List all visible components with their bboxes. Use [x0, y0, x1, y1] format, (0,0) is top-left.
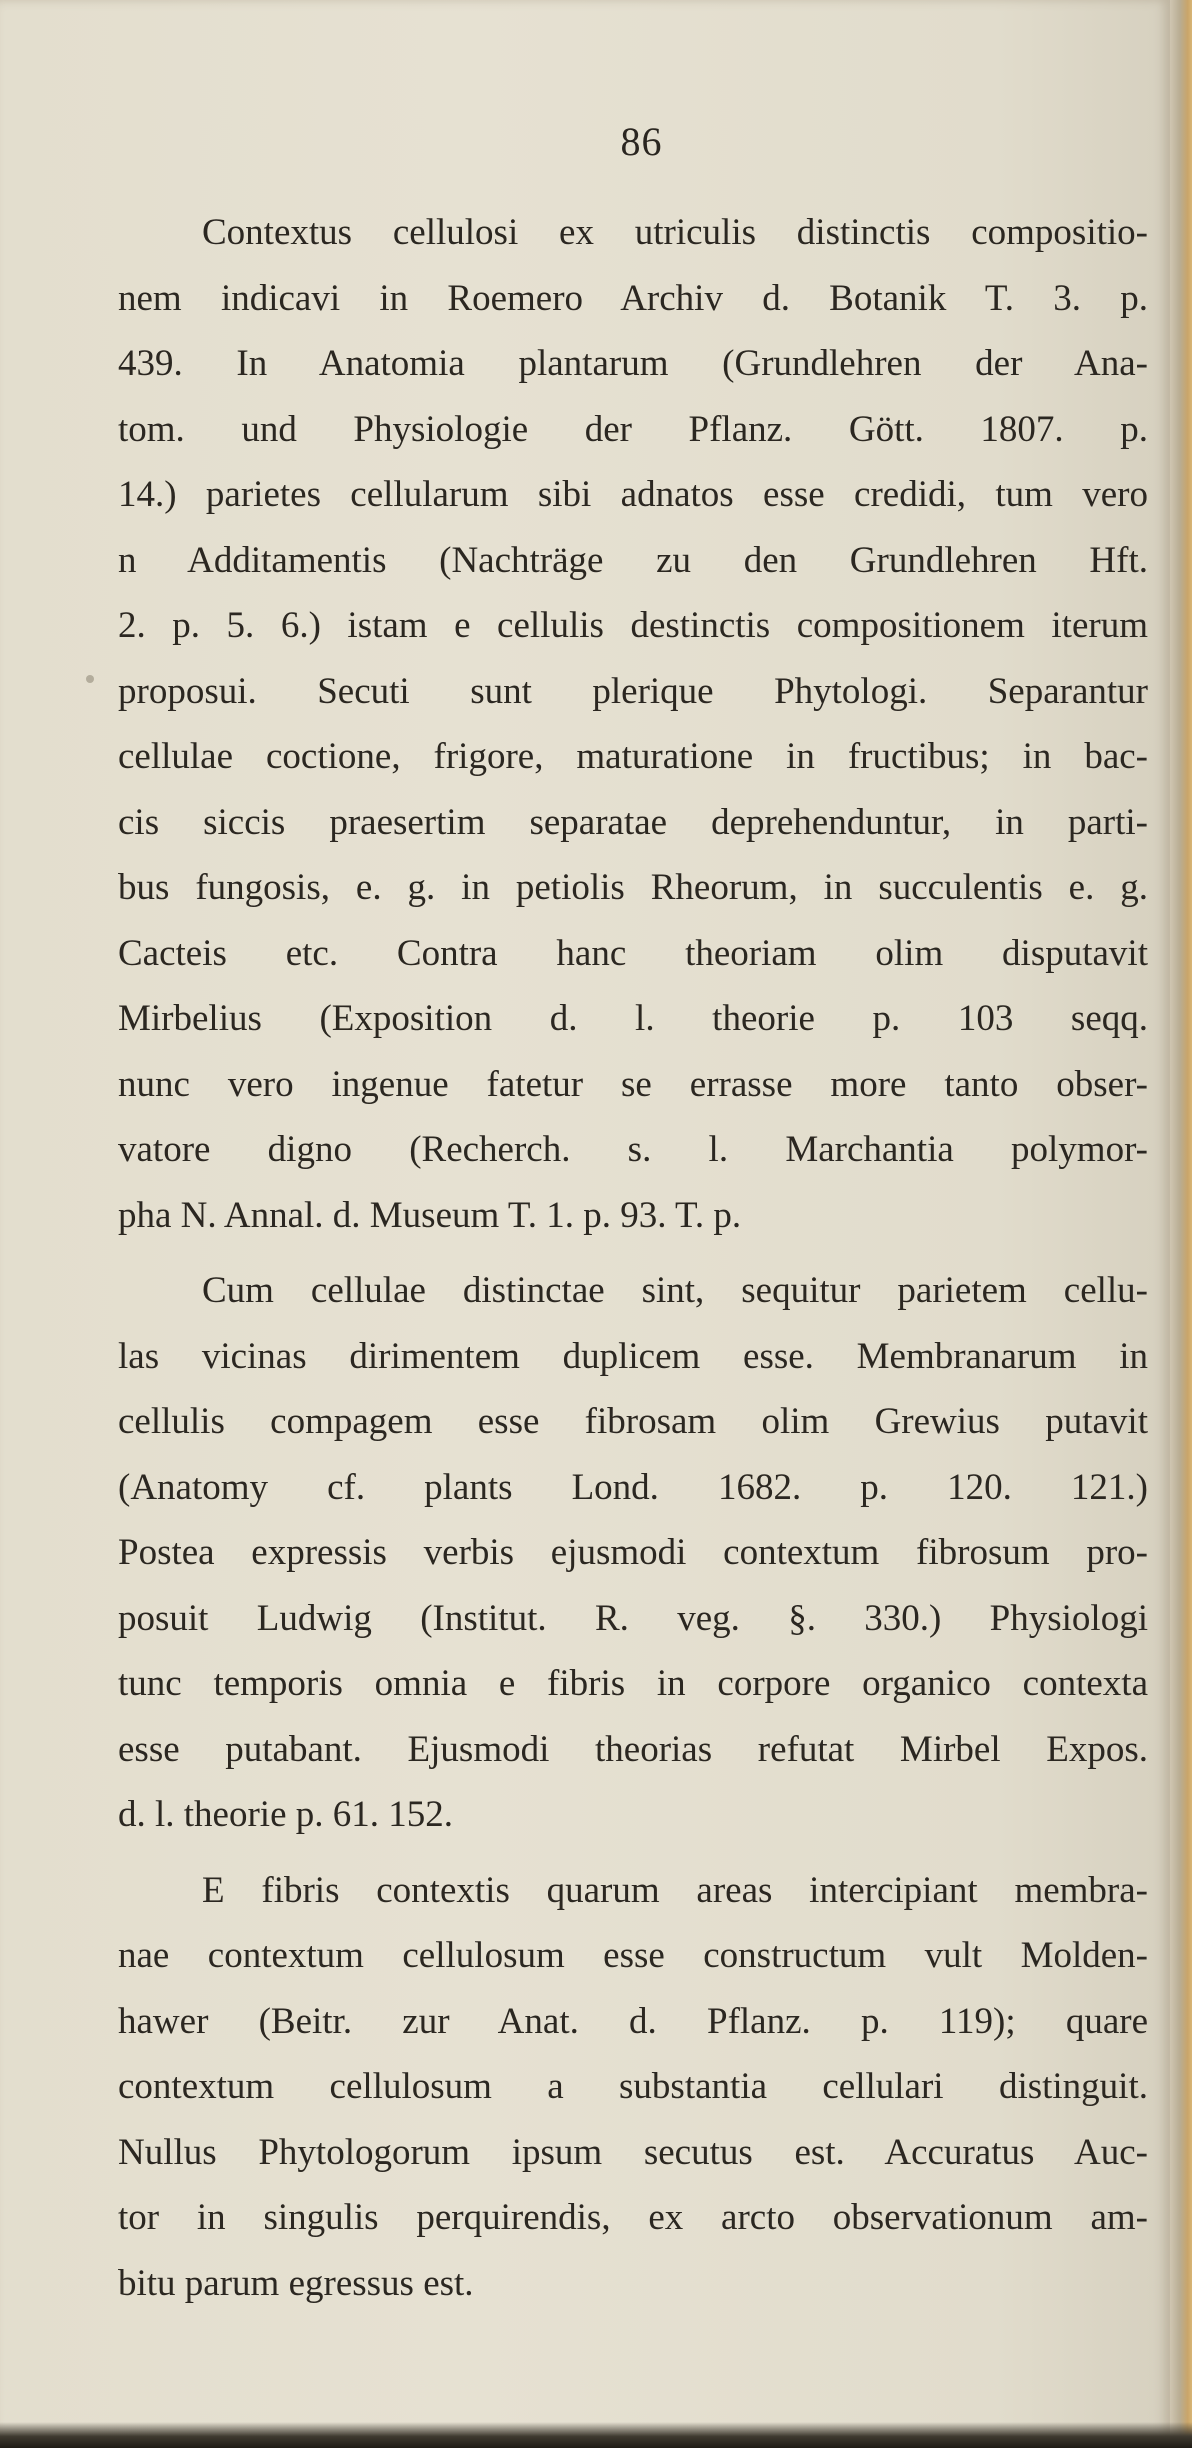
text-line: proposui. Secuti sunt plerique Phytologi. Separantur: [118, 670, 1148, 712]
text-line: Contextus cellulosi ex utriculis distinctis compositio-: [202, 212, 1148, 253]
text-line: d. l. theorie p. 61. 152.: [118, 1794, 454, 1835]
text-line: bus fungosis, e. g. in petiolis Rheorum, in succulentis e. g.: [118, 867, 1148, 908]
paragraph: [118, 1258, 1148, 1848]
book-spine-edge: [1170, 0, 1192, 2448]
text-line: cis siccis praesertim separatae deprehenduntur, in parti-: [118, 801, 1148, 843]
text-line: esse putabant. Ejusmodi theorias refutat Mirbel Expos.: [118, 1728, 1148, 1770]
text-line: posuit Ludwig (Institut. R. veg. §. 330.) Physiologi: [118, 1597, 1148, 1639]
text-line: tom. und Physiologie der Pflanz. Gött. 1807. p.: [118, 408, 1148, 450]
text-line: pha N. Annal. d. Museum T. 1. p. 93. T. p.: [118, 1194, 742, 1236]
text-body: [118, 200, 1148, 2316]
text-line: las vicinas dirimentem duplicem esse. Membranarum in: [118, 1335, 1148, 1377]
text-line: Mirbelius (Exposition d. l. theorie p. 103 seqq.: [118, 998, 1148, 1039]
text-line: tunc temporis omnia e fibris in corpore organico contexta: [118, 1663, 1148, 1704]
paragraph: [118, 1858, 1148, 2317]
text-line: nunc vero ingenue fatetur se errasse more tanto obser-: [118, 1063, 1148, 1105]
text-line: Postea expressis verbis ejusmodi contextum fibrosum pro-: [118, 1532, 1148, 1573]
text-line: 14.) parietes cellularum sibi adnatos esse credidi, tum vero: [118, 474, 1148, 515]
text-line: (Anatomy cf. plants Lond. 1682. p. 120. 121.): [118, 1466, 1148, 1508]
text-line: nae contextum cellulosum esse constructum vult Molden-: [118, 1935, 1148, 1976]
text-line: 2. p. 5. 6.) istam e cellulis destinctis compositionem iterum: [118, 605, 1148, 646]
text-line: E fibris contextis quarum areas intercipiant membra-: [202, 1869, 1148, 1911]
paragraph-gap: [118, 1848, 1148, 1858]
page-bottom-edge: [0, 2422, 1192, 2448]
paragraph: [118, 200, 1148, 1248]
text-line: nem indicavi in Roemero Archiv d. Botanik T. 3. p.: [118, 277, 1148, 319]
text-line: 439. In Anatomia plantarum (Grundlehren der Ana-: [118, 343, 1148, 384]
text-line: vatore digno (Recherch. s. l. Marchantia polymor-: [118, 1129, 1148, 1170]
text-line: tor in singulis perquirendis, ex arcto observationum am-: [118, 2197, 1148, 2238]
paragraph-gap: [118, 1248, 1148, 1258]
text-line: Nullus Phytologorum ipsum secutus est. Accuratus Auc-: [118, 2131, 1148, 2173]
text-line: bitu parum egressus est.: [118, 2262, 474, 2304]
margin-mark: [86, 675, 94, 683]
text-line: cellulis compagem esse fibrosam olim Grewius putavit: [118, 1401, 1148, 1442]
text-line: Cacteis etc. Contra hanc theoriam olim disputavit: [118, 932, 1148, 974]
text-line: hawer (Beitr. zur Anat. d. Pflanz. p. 119); quare: [118, 2000, 1148, 2042]
text-line: contextum cellulosum a substantia cellulari distinguit.: [118, 2066, 1148, 2107]
text-line: cellulae coctione, frigore, maturatione in fructibus; in bac-: [118, 736, 1148, 777]
page-number: 86: [620, 119, 663, 164]
text-line: n Additamentis (Nachträge zu den Grundlehren Hft.: [118, 539, 1148, 581]
text-line: Cum cellulae distinctae sint, sequitur parietem cellu-: [202, 1270, 1148, 1311]
